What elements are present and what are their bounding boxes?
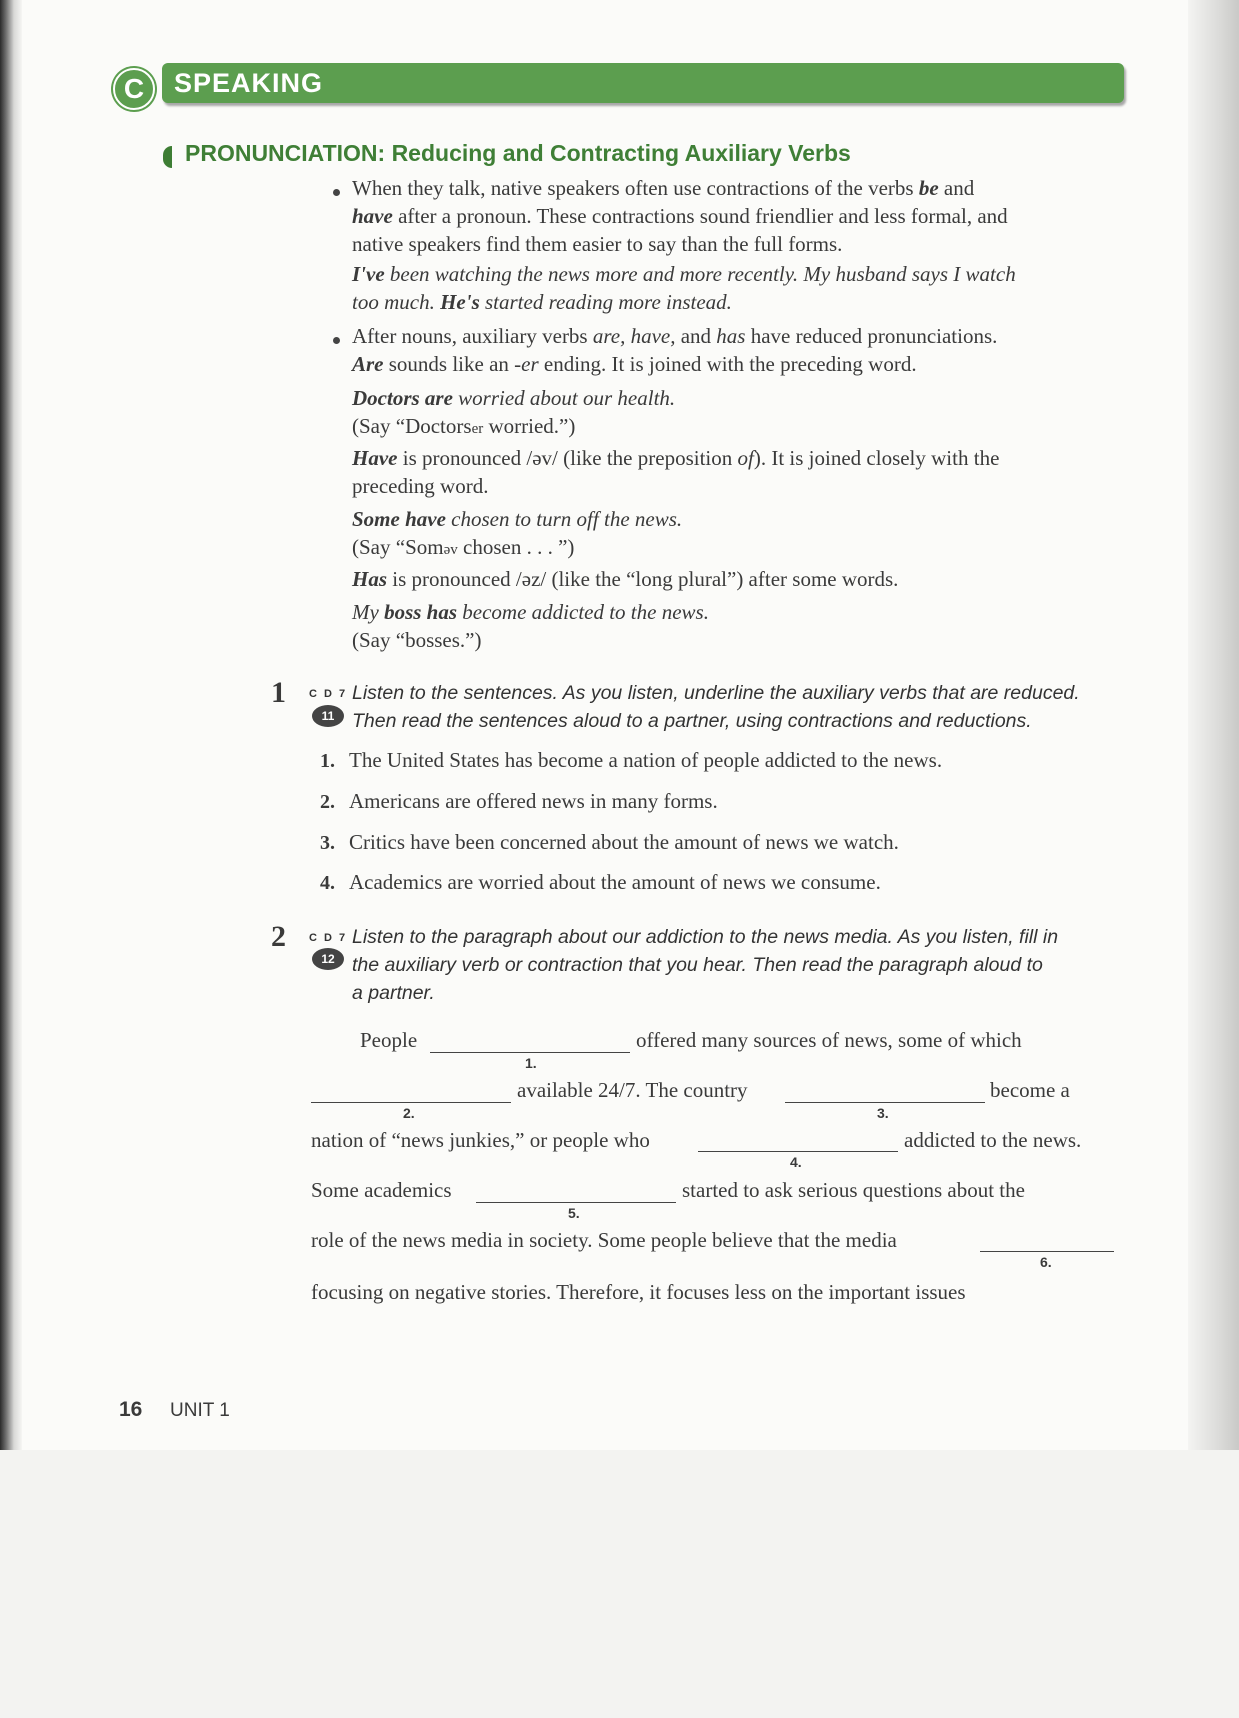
bullet-icon [333, 189, 340, 196]
bullet1-paragraph: When they talk, native speakers often use contractions of the verbs be and have after a pronoun. These contractions sound friendlier and less formal, and native speakers find them easier to say than the full forms. [352, 176, 1008, 256]
section-letter-badge: C [113, 68, 155, 110]
blank-3[interactable] [785, 1102, 985, 1103]
list-item: 2. Americans are offered news in many forms. [320, 789, 718, 813]
pronunciation-title: Reducing and Contracting Auxiliary Verbs [391, 140, 851, 166]
cd-label: C D 7 [309, 688, 348, 700]
exercise1-number: 1 [271, 676, 286, 709]
blank-5[interactable] [476, 1202, 676, 1203]
paragraph-text: focusing on negative stories. Therefore, it focuses less on the important issues [311, 1280, 966, 1304]
paragraph-text: nation of “news junkies,” or people who [311, 1128, 650, 1152]
list-item: 1. The United States has become a nation of people addicted to the news. [320, 748, 943, 772]
subheading-tab-icon [163, 146, 172, 168]
blank-number: 3. [877, 1105, 889, 1121]
pronunciation-heading [185, 140, 851, 167]
section-title-banner: SPEAKING [162, 63, 1124, 103]
paragraph-text: People [360, 1028, 418, 1052]
say-doctors: (Say “Doctorser worried.”) [352, 414, 576, 438]
paragraph-text: Some academics [311, 1178, 452, 1202]
paragraph-text: role of the news media in society. Some people believe that the media [311, 1228, 897, 1252]
example-boss-has: My boss has become addicted to the news. [352, 600, 709, 624]
cd-track-icon: 11 [312, 705, 344, 727]
blank-6[interactable] [980, 1251, 1114, 1252]
blank-2[interactable] [311, 1102, 511, 1103]
blank-number: 1. [525, 1055, 537, 1071]
paragraph-text: addicted to the news. [904, 1128, 1082, 1152]
cd-label: C D 7 [309, 932, 348, 944]
paragraph-text: available 24/7. The country [517, 1078, 748, 1102]
bullet2-paragraph: After nouns, auxiliary verbs are, have, and has have reduced pronunciations. Are sounds like an -er ending. It is joined with the preceding word. [352, 324, 998, 376]
blank-number: 4. [790, 1154, 802, 1170]
say-some-have: (Say “Soməv chosen . . . ”) [352, 535, 575, 559]
page-number: 16 [119, 1398, 143, 1421]
has-explanation: Has is pronounced /əz/ (like the “long plural”) after some words. [352, 567, 899, 591]
blank-number: 5. [568, 1205, 580, 1221]
example-some-have: Some have chosen to turn off the news. [352, 507, 683, 531]
paragraph-text: become a [990, 1078, 1070, 1102]
say-boss-has: (Say “bosses.”) [352, 628, 482, 652]
blank-4[interactable] [698, 1151, 898, 1152]
list-item: 3. Critics have been concerned about the amount of news we watch. [320, 830, 899, 854]
blank-1[interactable] [430, 1052, 630, 1053]
bullet1-example: I've been watching the news more and more recently. My husband says I watch too much. He's started reading more instead. [352, 262, 1016, 314]
book-spine-shadow [0, 0, 22, 1450]
blank-number: 6. [1040, 1254, 1052, 1270]
bullet-icon [333, 337, 340, 344]
blank-number: 2. [403, 1105, 415, 1121]
page-edge-shadow [1188, 0, 1239, 1450]
pronunciation-label: PRONUNCIATION: [185, 140, 386, 166]
cd-track-icon: 12 [312, 948, 344, 970]
exercise1-list [320, 748, 1120, 910]
exercise2-number: 2 [271, 920, 286, 953]
exercise1-instructions: Listen to the sentences. As you listen, underline the auxiliary verbs that are reduced. Then read the sentences aloud to a partner, using contractions and reductions. [352, 682, 1080, 732]
paragraph-text: offered many sources of news, some of which [636, 1028, 1022, 1052]
list-item: 4. Academics are worried about the amount of news we consume. [320, 870, 881, 894]
example-doctors: Doctors are worried about our health. [352, 386, 676, 410]
paragraph-text: started to ask serious questions about the [682, 1178, 1025, 1202]
unit-label: UNIT 1 [170, 1400, 230, 1421]
exercise2-instructions: Listen to the paragraph about our addiction to the news media. As you listen, fill in the auxiliary verb or contraction that you hear. Then read the paragraph aloud to a partner. [352, 926, 1059, 1004]
have-explanation: Have is pronounced /əv/ (like the preposition of). It is joined closely with the preceding word. [352, 446, 1000, 498]
